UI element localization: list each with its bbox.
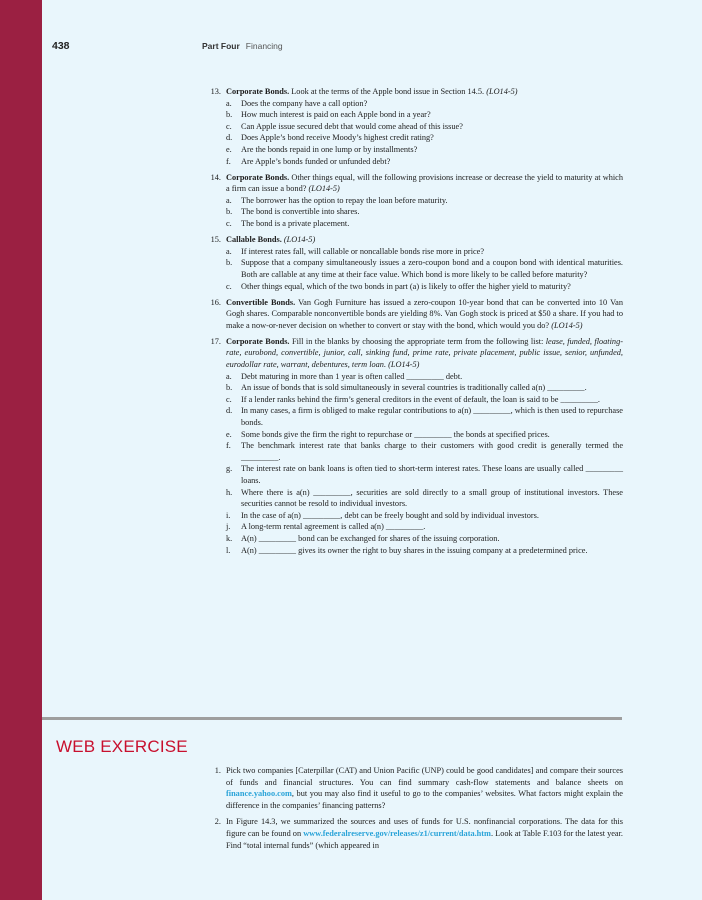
- sub-letter: g.: [226, 464, 233, 474]
- sub-question: [226, 463, 623, 486]
- sub-text: A(n) _________ bond can be exchanged for shares of the issuing corporation.: [241, 533, 500, 543]
- sub-question: [226, 121, 623, 133]
- problem-stem: [226, 86, 623, 98]
- learning-objective: (LO14-5): [308, 184, 340, 194]
- sub-text: In many cases, a firm is obliged to make regular contributions to a(n) _________, which is then used to repurchase bonds.: [241, 406, 623, 428]
- federal-reserve-link[interactable]: www.federalreserve.gov/releases/z1/current/data.htm: [303, 828, 491, 838]
- problem-stem: [226, 297, 623, 332]
- learning-objective: (LO14-5): [388, 360, 420, 370]
- web-exercise-list: [204, 765, 623, 856]
- sub-question: [226, 132, 623, 144]
- sub-question: [226, 440, 623, 463]
- sub-question: [226, 521, 623, 533]
- problem-title: Convertible Bonds.: [226, 297, 296, 307]
- sub-text: Debt maturing in more than 1 year is often called _________ debt.: [241, 371, 463, 381]
- finance-yahoo-link[interactable]: finance.yahoo.com: [226, 789, 292, 799]
- problem-number: 16.: [210, 297, 221, 307]
- sub-question: [226, 533, 623, 545]
- sub-letter: b.: [226, 383, 233, 393]
- learning-objective: (LO14-5): [283, 235, 316, 245]
- sub-text: The benchmark interest rate that banks charge to their customers with good credit is generally termed the _________.: [241, 441, 623, 462]
- term-list: lease, funded, floating-rate, eurobond, convertible, junior, call, sinking fund, prime rate, private placement, public issue, senior, unfunded, eurodollar rate, warrant, debentures, term loan.: [226, 336, 623, 370]
- sub-letter: a.: [226, 195, 232, 205]
- sub-letter: a.: [226, 246, 232, 256]
- sub-text: If a lender ranks behind the firm’s general creditors in the event of default, the loan is said to be _________.: [241, 394, 600, 404]
- section-divider: [42, 717, 622, 720]
- sub-question: [226, 257, 623, 280]
- sub-text: Are the bonds repaid in one lump or by installments?: [241, 144, 418, 154]
- sub-text: Some bonds give the firm the right to repurchase or _________ the bonds at specified prices.: [241, 429, 550, 439]
- sub-text: The bond is a private placement.: [241, 219, 350, 229]
- web-exercise-2: [204, 816, 623, 851]
- exercise-text-part: , but you may also find it useful to go to the companies’ websites. What factors might explain the difference in the companies’ financing patterns?: [226, 789, 623, 810]
- sub-text: The bond is convertible into shares.: [241, 207, 360, 217]
- sub-letter: b.: [226, 258, 233, 268]
- problem-17: [204, 336, 623, 556]
- sub-question: [226, 281, 623, 293]
- web-exercise-1: [204, 765, 623, 811]
- sub-letter: a.: [226, 98, 232, 108]
- sub-question: [226, 246, 623, 258]
- running-head: [202, 41, 283, 51]
- sub-question: [226, 206, 623, 218]
- sub-letter: j.: [226, 522, 231, 532]
- sub-question: [226, 98, 623, 110]
- problem-16: [204, 297, 623, 332]
- problem-number: 15.: [210, 235, 221, 245]
- problem-text: Other things equal, will the following provisions increase or decrease the yield to maturity at which a firm can issue a bond?: [226, 172, 623, 194]
- sub-letter: c.: [226, 281, 232, 291]
- sub-question: [226, 405, 623, 428]
- sub-text: The borrower has the option to repay the loan before maturity.: [241, 195, 448, 205]
- problem-text: Look at the terms of the Apple bond issue in Section 14.5.: [291, 87, 485, 96]
- sub-question: [226, 371, 623, 383]
- part-label: Part Four: [202, 41, 240, 51]
- sub-text: Can Apple issue secured debt that would come ahead of this issue?: [241, 121, 463, 131]
- problem-14: [204, 172, 623, 230]
- sub-question: [226, 487, 623, 510]
- sub-text: Suppose that a company simultaneously issues a zero-coupon bond and a coupon bond with identical maturities. Both are callable at any time at their face value. Which bond is more likely to be called before maturity?: [241, 258, 623, 279]
- sub-text: A(n) _________ gives its owner the right to buy shares in the issuing company at a predetermined price.: [241, 545, 588, 555]
- learning-objective: (LO14-5): [486, 87, 518, 96]
- problem-stem: [226, 336, 623, 371]
- sub-text: Other things equal, which of the two bonds in part (a) is likely to offer the higher yield to maturity?: [241, 281, 571, 291]
- exercise-number: 1.: [214, 766, 221, 775]
- sub-question: [226, 510, 623, 522]
- problem-title: Corporate Bonds.: [226, 87, 290, 96]
- sub-question: [226, 195, 623, 207]
- problem-stem: [226, 234, 623, 246]
- sub-letter: h.: [226, 487, 233, 497]
- sub-letter: c.: [226, 121, 232, 131]
- sub-letter: e.: [226, 429, 232, 439]
- problem-stem: [226, 172, 623, 195]
- sub-question: [226, 545, 623, 557]
- sub-letter: l.: [226, 545, 231, 555]
- sub-letter: a.: [226, 371, 232, 381]
- section-label: Financing: [245, 41, 283, 51]
- sub-question: [226, 218, 623, 230]
- exercise-text: [226, 816, 623, 851]
- sub-text: Does Apple’s bond receive Moody’s highest credit rating?: [241, 133, 434, 143]
- exercise-text-part: In Figure 14.3, we summarized the sources and uses of funds for U.S. nonfinancial corporations. The data for this figure can be found on: [226, 817, 623, 838]
- sub-letter: f.: [226, 441, 231, 451]
- page-number: 438: [52, 40, 70, 52]
- problem-title: Corporate Bonds.: [226, 336, 290, 346]
- sub-letter: e.: [226, 144, 232, 154]
- problem-list: [204, 86, 623, 561]
- sub-question: [226, 109, 623, 121]
- sub-text: How much interest is paid on each Apple bond in a year?: [241, 110, 431, 120]
- sub-letter: i.: [226, 510, 231, 520]
- problem-number: 17.: [210, 336, 221, 346]
- sub-letter: b.: [226, 207, 233, 217]
- sub-question: [226, 156, 623, 168]
- sub-question: [226, 429, 623, 441]
- sub-text: Does the company have a call option?: [241, 98, 368, 108]
- page-header: [52, 40, 672, 54]
- problem-number: 14.: [210, 172, 221, 182]
- problem-15: [204, 234, 623, 292]
- sub-text: If interest rates fall, will callable or noncallable bonds rise more in price?: [241, 246, 485, 256]
- problem-text: Fill in the blanks by choosing the appropriate term from the following list:: [291, 336, 544, 346]
- sub-letter: k.: [226, 533, 233, 543]
- problem-number: 13.: [210, 87, 221, 96]
- sub-letter: d.: [226, 406, 233, 416]
- learning-objective: (LO14-5): [551, 320, 583, 330]
- sub-question: [226, 144, 623, 156]
- exercise-number: 2.: [214, 817, 221, 827]
- sub-question: [226, 394, 623, 406]
- problem-13: [204, 86, 623, 167]
- sub-text: Are Apple’s bonds funded or unfunded debt?: [241, 156, 391, 166]
- exercise-text: [226, 765, 623, 811]
- sub-text: An issue of bonds that is sold simultaneously in several countries is traditionally called a(n) _________.: [241, 383, 587, 393]
- sub-question: [226, 382, 623, 394]
- problem-text: Van Gogh Furniture has issued a zero-coupon 10-year bond that can be converted into 10 Van Gogh shares. Comparable nonconvertible bonds are yielding 8%. Van Gogh stock is priced at $50 a share. If you had to make a now-or-never decision on whether to convert or stay with the bond, which would you do?: [226, 297, 623, 330]
- sub-letter: f.: [226, 156, 231, 166]
- exercise-text-part: . Look at Table F.103 for the latest year. Find “total internal funds” (which appeared in: [226, 828, 623, 850]
- problem-title: Callable Bonds.: [226, 235, 282, 245]
- problem-title: Corporate Bonds.: [226, 172, 290, 182]
- sub-text: A long-term rental agreement is called a(n) _________.: [241, 522, 426, 532]
- sub-text: In the case of a(n) _________, debt can be freely bought and sold by individual investors.: [241, 510, 539, 520]
- sub-letter: c.: [226, 394, 232, 404]
- web-exercise-heading: WEB EXERCISE: [56, 737, 188, 756]
- red-margin-spine: [0, 0, 42, 900]
- sub-letter: b.: [226, 110, 233, 120]
- exercise-text-part: Pick two companies [Caterpillar (CAT) and Union Pacific (UNP) could be good candidates] and compare their sources of funds and financial structures. You can find summary cash-flow statements and balance sheets on: [226, 766, 623, 787]
- sub-letter: c.: [226, 219, 232, 229]
- sub-text: The interest rate on bank loans is often tied to short-term interest rates. These loans are usually called _________ loans.: [241, 464, 623, 485]
- sub-text: Where there is a(n) _________, securities are sold directly to a small group of institutional investors. These securities cannot be resold to individual investors.: [241, 487, 623, 509]
- sub-letter: d.: [226, 133, 233, 143]
